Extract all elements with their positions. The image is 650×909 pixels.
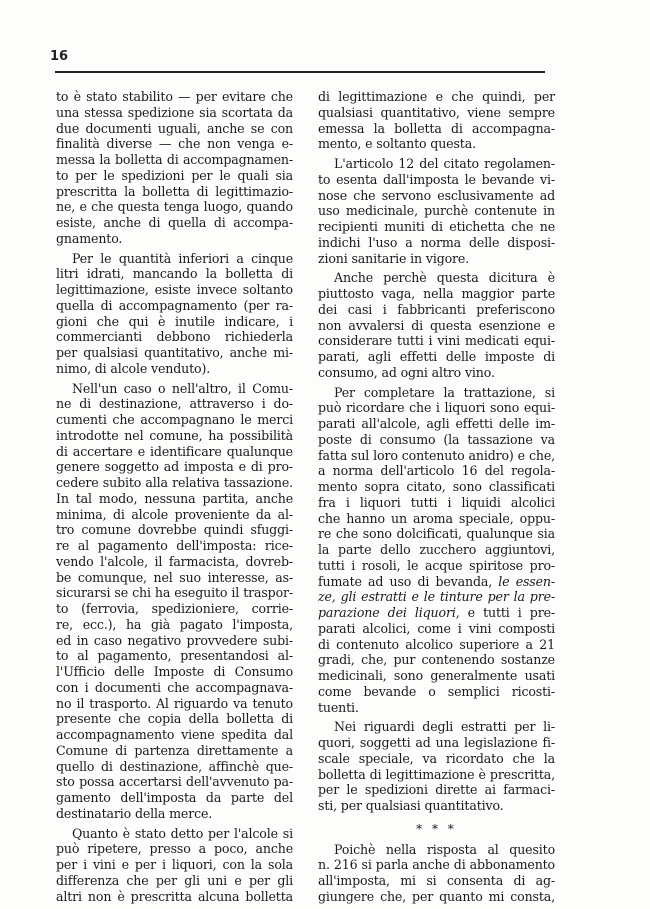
text-line: sto possa accertarsi dell'avvenuto pa- <box>56 774 293 790</box>
text-line: una stessa spedizione sia scortata da <box>56 104 293 120</box>
text-line: cumenti che accompagnano le merci <box>56 412 293 427</box>
header-rule <box>55 71 545 73</box>
text-line: cedere subito alla relativa tassazione. <box>56 475 293 490</box>
text-line: presente che copia della bolletta di <box>56 711 293 727</box>
text-line: parati, agli effetti delle imposte di <box>318 349 555 364</box>
paragraph <box>56 251 293 377</box>
text-line: no il trasporto. Al riguardo va tenuto <box>56 695 293 711</box>
text-line: mento sopra citato, sono classificati <box>318 479 555 494</box>
page-number: 16 <box>50 49 69 64</box>
text-line: re, ecc.), ha già pagato l'imposta, <box>56 616 293 632</box>
text-line: fatta sul loro contenuto anidro) e che, <box>318 447 555 463</box>
paragraph <box>318 385 555 716</box>
paragraph <box>56 381 293 822</box>
text-line: fra i liquori tutti i liquidi alcolici <box>318 494 555 510</box>
text-line: piuttosto vaga, nella maggior parte <box>318 286 555 301</box>
text-line: per qualsiasi quantitativo, anche mi- <box>56 345 293 360</box>
paragraph <box>318 270 555 380</box>
text-line: recipienti muniti di etichetta che ne <box>318 219 555 234</box>
text-line: vendo l'alcole, il farmacista, dovreb- <box>56 553 293 569</box>
text-line: ed in caso negativo provvedere subi- <box>56 632 293 648</box>
text-line: tutti i rosoli, le acque spiritose pro- <box>318 557 555 573</box>
text-line: indichi l'uso a norma delle disposi- <box>318 234 555 250</box>
text-line: tro comune dovrebbe quindi sfuggi- <box>56 522 293 538</box>
text-line: sicurarsi se chi ha eseguito il traspor- <box>56 585 293 601</box>
text-line: gnamento. <box>56 230 123 246</box>
text-line: zioni sanitarie in vigore. <box>318 250 470 266</box>
text-line: gioni che qui è inutile indicare, i <box>56 313 293 329</box>
text-line: quello di destinazione, affinchè que- <box>56 758 293 774</box>
text-line: come bevande o semplici ricosti- <box>318 683 555 699</box>
paragraph <box>56 89 293 247</box>
text-line: to esenta dall'imposta le bevande vi- <box>318 171 555 187</box>
text-line: Nell'un caso o nell'altro, il Comu- <box>72 380 293 396</box>
text-line: Poichè nella risposta al quesito <box>334 841 555 857</box>
text-line: bolletta di legittimazione è prescritta, <box>318 766 555 782</box>
left-column <box>56 89 293 908</box>
paragraph <box>318 89 555 152</box>
text-line: per i vini e per i liquori, con la sola <box>56 857 293 872</box>
text-line: può ripetere, presso a poco, anche <box>56 841 293 857</box>
text-line: re al pagamento dell'imposta: rice- <box>56 538 293 553</box>
text-line: giungere che, per quanto mi consta, <box>318 888 555 904</box>
text-line: con i documenti che accompagnava- <box>56 679 293 695</box>
text-line: legittimazione, esiste invece soltanto <box>56 282 293 297</box>
text-line: dei casi i fabbricanti preferiscono <box>318 301 555 317</box>
text-line: differenza che per gli uni e per gli <box>56 872 293 888</box>
right-column <box>318 89 555 909</box>
text-line: di accertare e identificare qualunque <box>56 443 293 459</box>
text-line: che hanno un aroma speciale, oppu- <box>318 510 555 526</box>
text-line: L'articolo 12 del citato regolamen- <box>334 156 555 171</box>
text-line: parati all'alcole, agli effetti delle im- <box>318 416 555 431</box>
text-line: la parte dello zucchero aggiuntovi, <box>318 542 555 557</box>
text-line: gradi, che, pur contenendo sostanze <box>318 652 555 668</box>
text-line: to (ferrovia, spedizioniere, corrie- <box>56 601 293 616</box>
text-line: finalità diverse — che non venga e- <box>56 136 293 152</box>
text-line: destinatario della merce. <box>56 805 213 821</box>
text-line: fumate ad uso di bevanda, le essen- <box>318 573 555 589</box>
text-line: minima, di alcole proveniente da al- <box>56 506 293 522</box>
text-line: quori, soggetti ad una legislazione fi- <box>318 735 555 750</box>
text-line: considerare tutti i vini medicati equi- <box>318 333 555 349</box>
text-line: ne di destinazione, attraverso i do- <box>56 396 293 412</box>
text-line: re che sono dolcificati, qualunque sia <box>318 526 555 542</box>
text-line: emessa la bolletta di accompagna- <box>318 120 555 136</box>
text-line: non avvalersi di questa esenzione e <box>318 317 555 333</box>
text-line: be comunque, nel suo interesse, as- <box>56 569 293 585</box>
text-line: tuenti. <box>318 699 359 715</box>
text-line: uso medicinale, purchè contenute in <box>318 203 555 219</box>
text-line: poste di consumo (la tassazione va <box>318 431 555 447</box>
text-line: scale speciale, va ricordato che la <box>318 750 555 766</box>
paragraph <box>318 719 555 814</box>
text-line: n. 216 si parla anche di abbonamento <box>318 857 555 873</box>
text-line: to per le spedizioni per le quali sia <box>56 167 293 183</box>
text-line: medicinali, sono generalmente usati <box>318 668 555 683</box>
text-line: due documenti uguali, anche se con <box>56 120 293 136</box>
text-line: per le spedizioni dirette ai farmaci- <box>318 782 555 798</box>
section-separator: * * * <box>416 821 457 836</box>
text-line: ne, e che questa tenga luogo, quando <box>56 199 293 215</box>
text-line: parati alcolici, come i vini composti <box>318 620 555 636</box>
text-line: consumo, ad ogni altro vino. <box>318 364 495 380</box>
text-line: ze, gli estratti e le tinture per la pre- <box>318 589 555 605</box>
text-line: parazione dei liquori, e tutti i pre- <box>318 605 555 620</box>
text-line: di legittimazione e che quindi, per <box>318 89 555 104</box>
paragraph <box>56 826 293 905</box>
text-line: nose che servono esclusivamente ad <box>318 187 555 203</box>
text-line: a norma dell'articolo 16 del regola- <box>318 463 555 479</box>
text-line: Comune di partenza direttamente a <box>56 742 293 758</box>
text-line: Quanto è stato detto per l'alcole si <box>72 825 293 841</box>
text-line: quella di accompagnamento (per ra- <box>56 297 293 313</box>
text-line: mento, e soltanto questa. <box>318 136 476 152</box>
text-line: sti, per qualsiasi quantitativo. <box>318 798 504 813</box>
text-line: gamento dell'imposta da parte del <box>56 790 293 805</box>
text-line: qualsiasi quantitativo, viene sempre <box>318 104 555 120</box>
text-line: accompagnamento viene spedita dal <box>56 727 293 742</box>
paragraph <box>318 156 555 266</box>
text-line: altri non è prescritta alcuna bolletta <box>56 888 293 904</box>
text-line: to al pagamento, presentandosi al- <box>56 648 293 664</box>
text-line: all'imposta, mi si consenta di ag- <box>318 873 555 888</box>
text-line: genere soggetto ad imposta e di pro- <box>56 459 293 475</box>
text-line: litri idrati, mancando la bolletta di <box>56 266 293 282</box>
text-line: prescritta la bolletta di legittimazio- <box>56 183 293 199</box>
text-line: l'Ufficio delle Imposte di Consumo <box>56 664 293 679</box>
text-line: di contenuto alcolico superiore a 21 <box>318 636 555 652</box>
text-line: Per le quantità inferiori a cinque <box>72 250 293 266</box>
paragraph <box>318 842 555 905</box>
text-line: Nei riguardi degli estratti per li- <box>334 719 555 735</box>
text-line: Per completare la trattazione, si <box>334 384 555 400</box>
text-line: esiste, anche di quella di accompa- <box>56 215 293 230</box>
text-line: nimo, di alcole venduto). <box>56 360 211 376</box>
text-line: può ricordare che i liquori sono equi- <box>318 400 555 416</box>
text-line: to è stato stabilito — per evitare che <box>56 89 293 104</box>
text-line: commercianti debbono richiederla <box>56 329 293 345</box>
text-line: Anche perchè questa dicitura è <box>334 270 555 286</box>
text-line: introdotte nel comune, ha possibilità <box>56 427 293 443</box>
text-line: messa la bolletta di accompagnamen- <box>56 152 293 167</box>
text-line: In tal modo, nessuna partita, anche <box>56 490 293 506</box>
